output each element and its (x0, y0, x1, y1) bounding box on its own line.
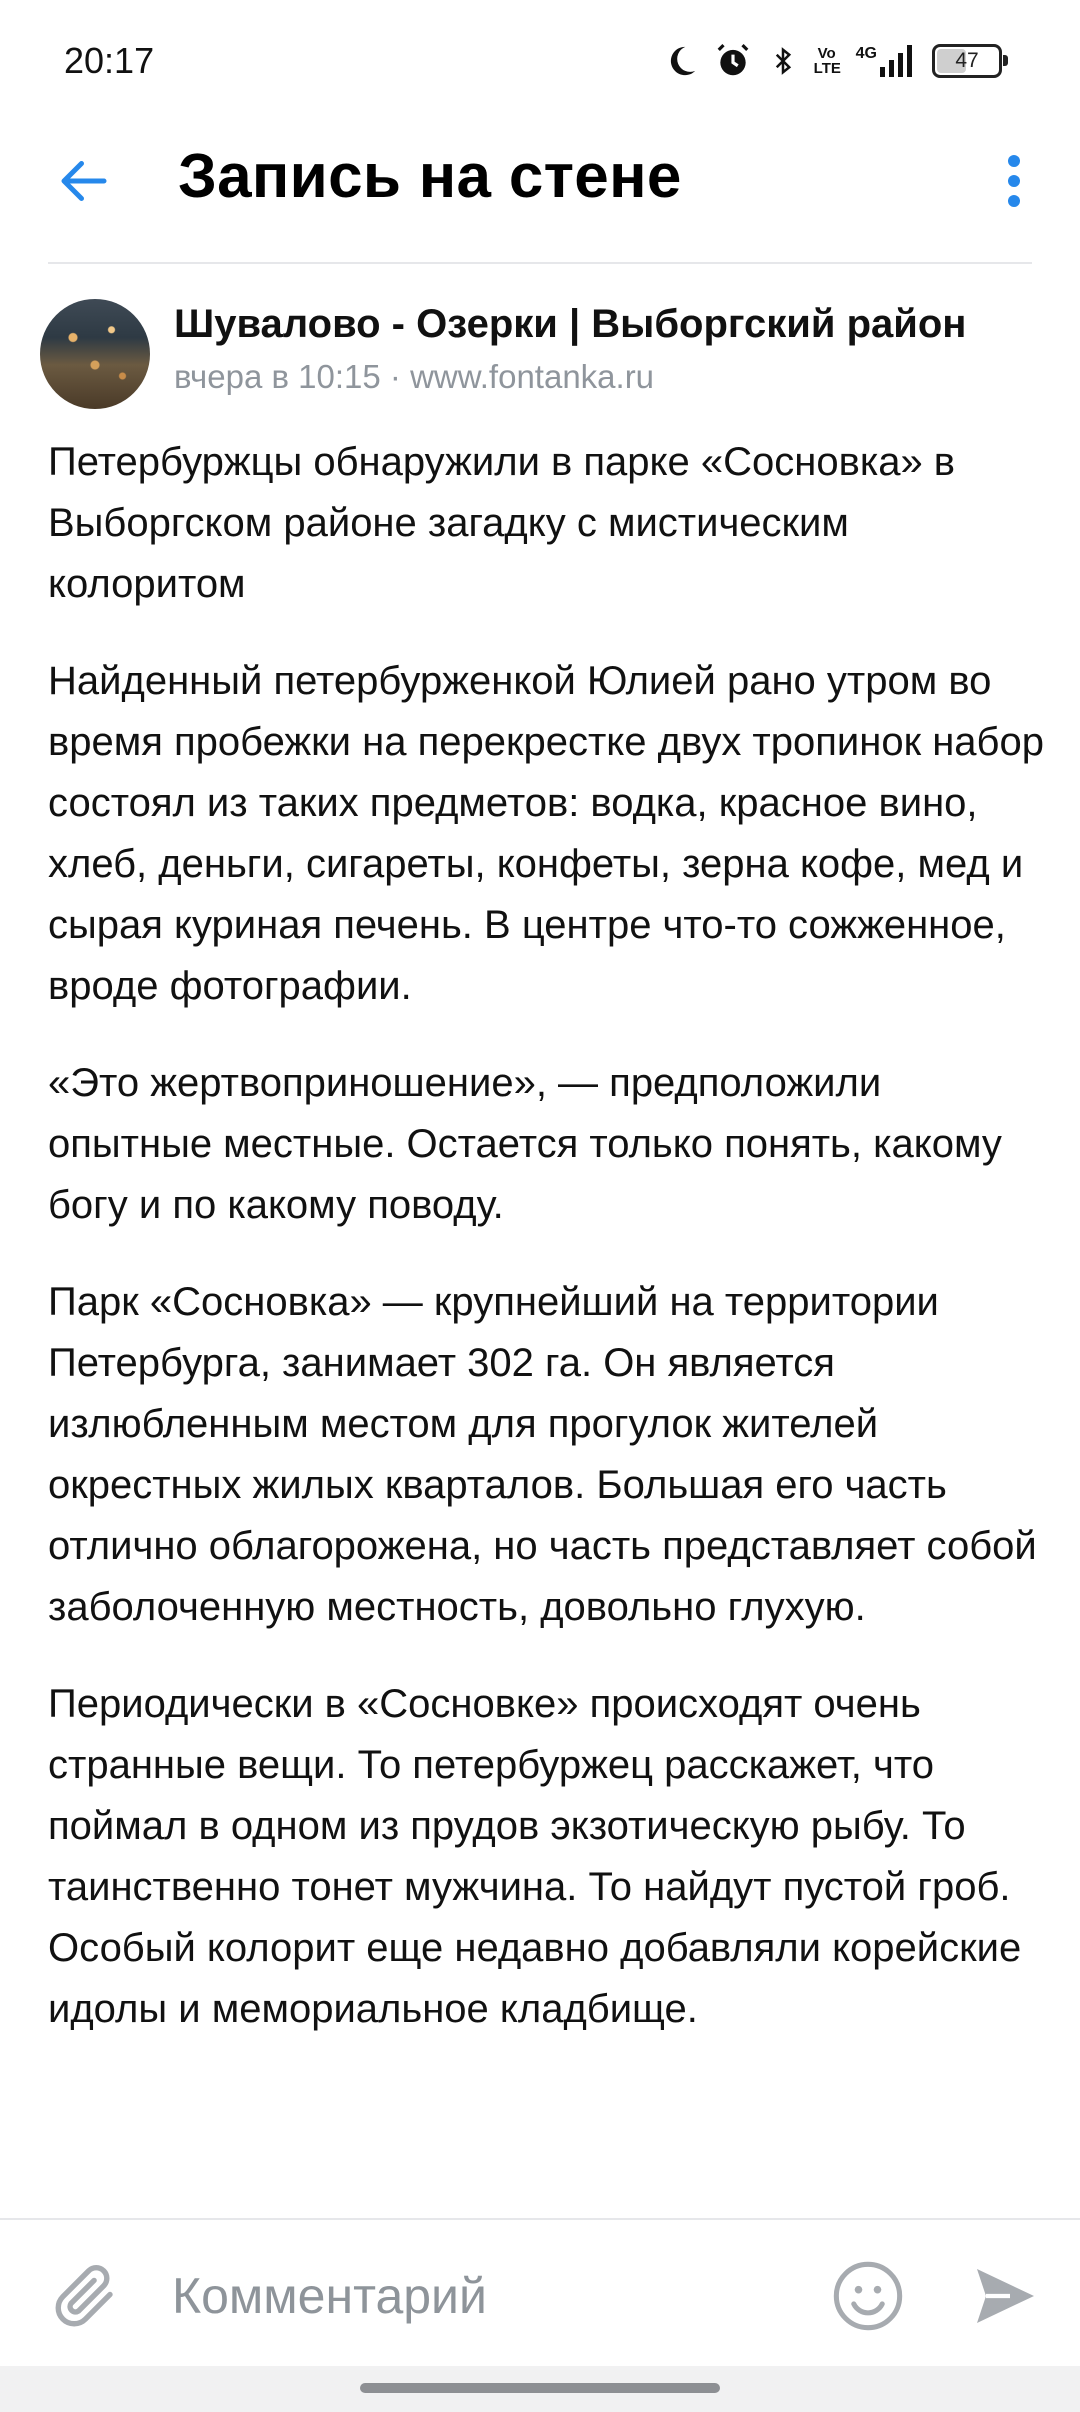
post-paragraph: Периодически в «Сосновке» происходят очень странные вещи. То петербуржец расскажет, что поймал в одном из прудов экзотическую рыбу. То таинственно тонет мужчина. То найдут пустой гроб. Особый колорит еще недавно добавляли корейские идолы и мемориальное кладбище. (48, 1682, 1022, 2031)
post-paragraph: «Это жертвоприношение», — предположили опытные местные. Остается только понять, какому богу и по какому поводу. (48, 1061, 1002, 1227)
more-vertical-icon (1004, 153, 1024, 209)
status-icons (664, 38, 1002, 84)
bluetooth-icon (768, 42, 798, 80)
status-time: 20:17 (64, 40, 155, 81)
paperclip-icon (50, 2260, 122, 2332)
post-header (0, 296, 1080, 416)
more-options-button[interactable] (978, 145, 1050, 217)
group-name-link[interactable]: Шувалово - Озерки | Выборгский район (174, 302, 967, 346)
post-meta: вчера в 10:15 · www.fontanka.ru (174, 358, 655, 395)
page-title: Запись на стене (178, 142, 682, 211)
post-paragraph: Найденный петербурженкой Юлией рано утром во время пробежки на перекрестке двух тропинок набор состоял из таких предметов: водка, красное вино, хлеб, деньги, сигареты, конфеты, зерна кофе, мед и сырая куриная печень. В центре что-то сожженное, вроде фотографии. (48, 659, 1044, 1008)
signal-4g-icon: 4G (856, 45, 916, 77)
group-avatar[interactable] (40, 299, 150, 409)
volte-icon: Vo LTE (813, 45, 841, 77)
system-navigation-bar (0, 2366, 1080, 2412)
send-icon (968, 2260, 1040, 2332)
alarm-icon (714, 42, 752, 80)
home-gesture-handle[interactable] (360, 2383, 720, 2393)
send-button[interactable] (968, 2260, 1040, 2332)
post-paragraph: Парк «Сосновка» — крупнейший на территории Петербурга, занимает 302 га. Он является излюбленным местом для прогулок жителей окрестных жилых кварталов. Большая его часть отлично облагорожена, но часть представляет собой заболоченную местность, довольно глухую. (48, 1280, 1037, 1629)
battery-percent: 47 (955, 49, 979, 72)
back-button[interactable] (48, 145, 120, 217)
app-bar (0, 125, 1080, 265)
arrow-left-icon (54, 151, 114, 211)
post-text (48, 432, 1048, 2076)
battery-icon (932, 44, 1002, 78)
attach-button[interactable] (50, 2260, 122, 2332)
header-divider (48, 262, 1032, 264)
moon-icon (664, 44, 698, 78)
emoji-button[interactable] (830, 2258, 906, 2334)
post-paragraph: Петербуржцы обнаружили в парке «Сосновка» в Выборгском районе загадку с мистическим колоритом (48, 440, 956, 606)
comment-input[interactable] (170, 2250, 794, 2342)
status-bar (0, 0, 1080, 125)
smile-icon (830, 2258, 906, 2334)
comment-bar (0, 2218, 1080, 2368)
